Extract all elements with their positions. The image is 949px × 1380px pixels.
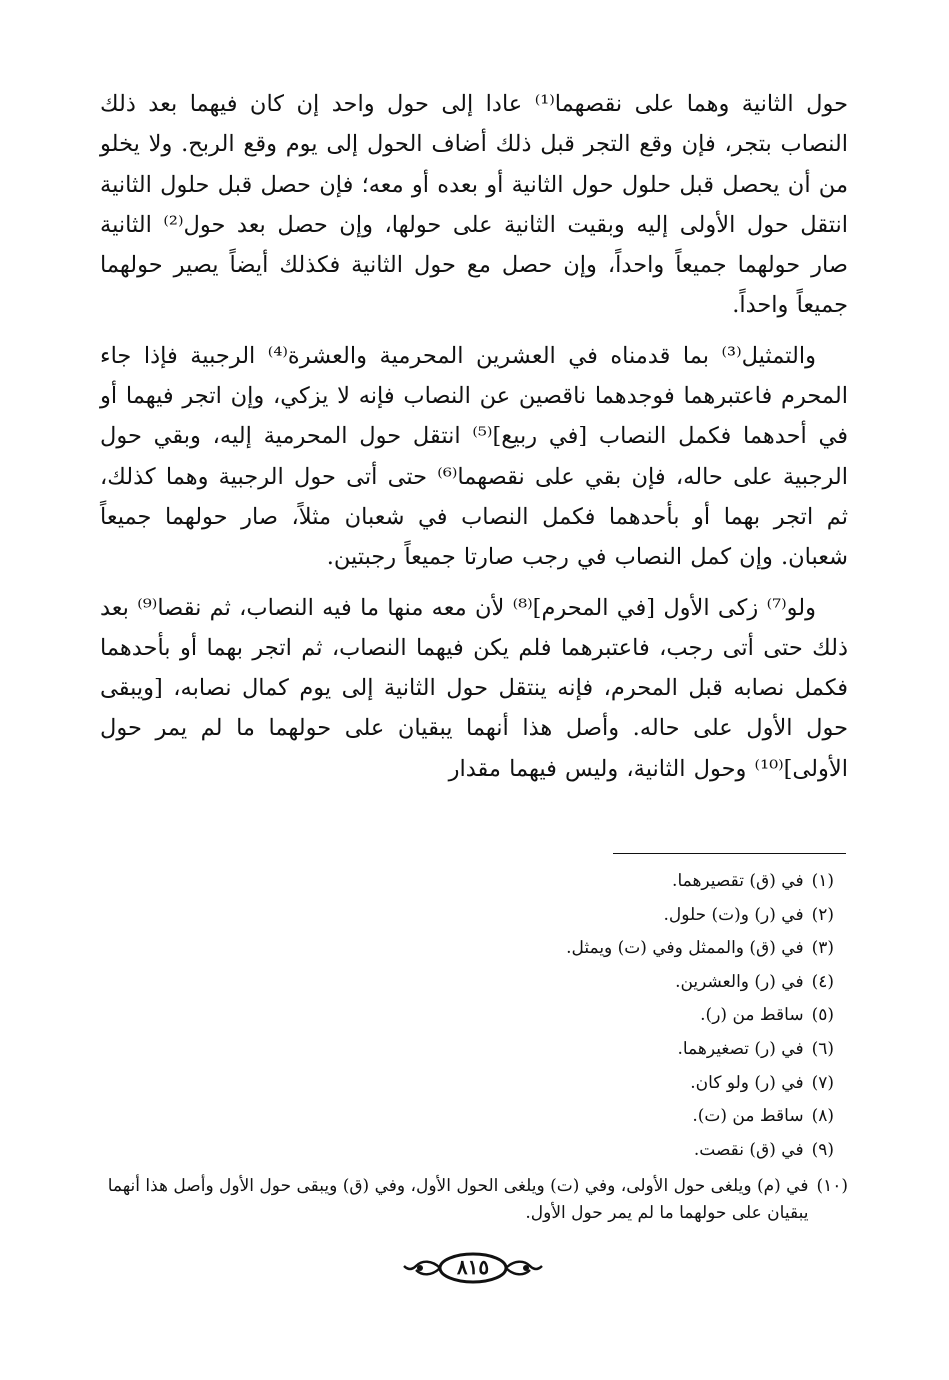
footnote-text: ساقط من (ت). xyxy=(692,1106,804,1127)
footnotes xyxy=(100,865,848,1227)
footnote-9 xyxy=(100,1134,848,1168)
footnote-3 xyxy=(100,932,848,966)
footnote-number: (٦) xyxy=(811,1038,834,1059)
footnote-5 xyxy=(100,999,848,1033)
footnote-text: ساقط من (ر). xyxy=(700,1005,804,1026)
paragraph-1: حول الثانية وهما على نقصهما⁽¹⁾ عادا إلى حول واحد إن كان فيهما بعد ذلك النصاب بتجر، فإن وقع التجر قبل ذلك أضاف الحول إلى يوم وقع الربح. ولا يخلو من أن يحصل قبل حلول حول الثانية أو بعده أو معه؛ فإن حصل قبل حلول الثانية انتقل حول الأولى إليه وبقيت الثانية على حولها، وإن حصل بعد حول⁽²⁾ الثانية صار حولهما جميعاً واحداً، وإن حصل مع حول الثانية فكذلك أيضاً يصير حولهما جميعاً واحداً. xyxy=(100,91,848,319)
page-number: ٨١٥ xyxy=(456,1255,490,1279)
footnote-text: في (ر) ولو كان. xyxy=(690,1072,804,1093)
footnote-number: (٢) xyxy=(811,904,834,925)
footnote-8 xyxy=(100,1100,848,1134)
footnote-text: في (ق) نقصت. xyxy=(693,1139,804,1160)
footnote-text: في (ق) والممثل وفي (ت) ويمثل. xyxy=(566,938,804,959)
footnote-text: في (ر) و(ت) حلول. xyxy=(663,904,804,925)
footnote-text: في (ر) تصغيرهما. xyxy=(677,1038,804,1059)
footnote-separator xyxy=(613,853,846,854)
page-number-ornament xyxy=(398,1248,548,1288)
main-text xyxy=(100,84,848,789)
footnote-number: (٥) xyxy=(811,1005,834,1026)
footnote-number: (٣) xyxy=(811,938,834,959)
footnote-number: (١٠) xyxy=(816,1176,848,1197)
footnote-number: (٨) xyxy=(811,1106,834,1127)
footnote-1 xyxy=(100,865,848,899)
footnote-4 xyxy=(100,966,848,1000)
footnote-number: (١) xyxy=(811,871,834,891)
footnote-10 xyxy=(100,1173,848,1227)
paragraph-3: ولو⁽⁷⁾ زكى الأول [في المحرم]⁽⁸⁾ لأن معه منها ما فيه النصاب، ثم نقصا⁽⁹⁾ بعد ذلك حتى أتى رجب، فاعتبرهما فلم يكن فيهما النصاب، ثم اتجر بهما أو بأحدهما فكمل نصابه قبل المحرم، فإنه ينتقل حول الثانية إلى يوم كمال نصابه، [ويبقى حول الأول على حاله. وأصل هذا أنهما يبقيان على حولهما ما لم يمر حول الأولى]⁽¹⁰⁾ وحول الثانية، وليس فيهما مقدار xyxy=(100,594,848,782)
footnote-7 xyxy=(100,1067,848,1101)
footnote-number: (٧) xyxy=(811,1072,834,1093)
footnote-text: في (ر) والعشرين. xyxy=(675,971,804,992)
paragraph-2: والتمثيل⁽³⁾ بما قدمناه في العشرين المحرمية والعشرة⁽⁴⁾ الرجبية فإذا جاء المحرم فاعتبرهما فوجدهما ناقصين عن النصاب فإنه لا يزكي، وإن اتجر فيهما أو في أحدهما فكمل النصاب [في ربيع]⁽⁵⁾ انتقل حول المحرمية إليه، وبقي حول الرجبية على حاله، فإن بقي على نقصهما⁽⁶⁾ حتى أتى حول الرجبية وهما كذلك، ثم اتجر بهما أو بأحدهما فكمل النصاب في شعبان مثلاً، صار حولهما جميعاً شعبان. وإن كمل النصاب في رجب صارتا جميعاً رجبتين. xyxy=(100,342,849,571)
footnote-number: (٩) xyxy=(811,1139,834,1160)
footnote-2 xyxy=(100,899,848,933)
footnote-number: (٤) xyxy=(811,971,834,992)
footnote-6 xyxy=(100,1033,848,1067)
footnote-text: في (م) ويلغى حول الأولى، وفي (ت) ويلغى الحول الأول، وفي (ق) ويبقى حول الأول وأصل هذا أنهما يبقيان على حولهما ما لم يمر حول الأول. xyxy=(107,1176,809,1224)
footnote-text: في (ق) تقصيرهما. xyxy=(672,871,804,891)
